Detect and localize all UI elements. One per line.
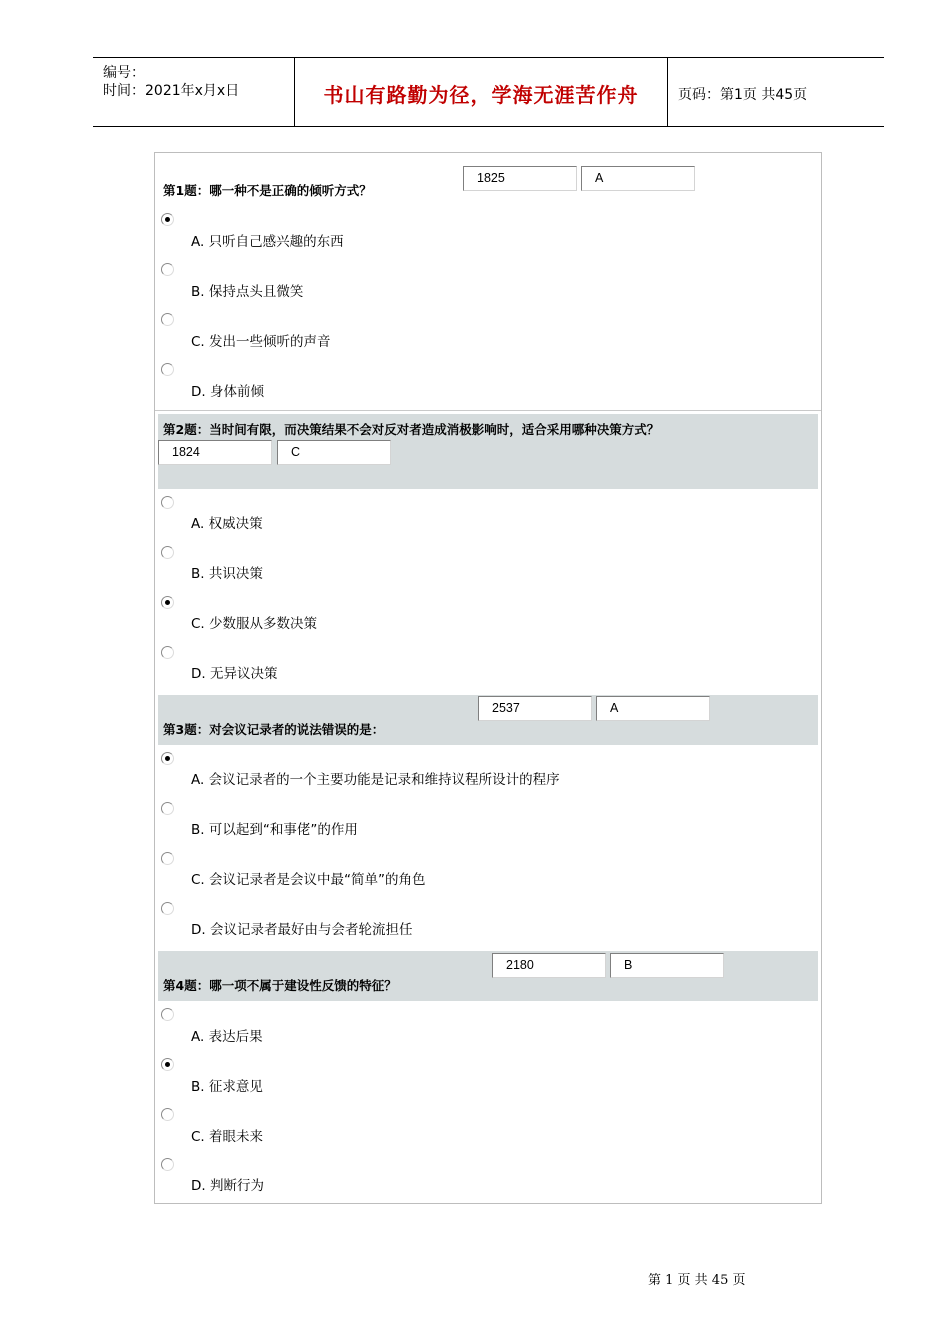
- header-page-cell: [668, 58, 884, 126]
- header-motto-cell: [295, 58, 668, 126]
- question-3-option-d-radio[interactable]: [161, 902, 174, 915]
- question-4-option-b: B. 征求意见: [191, 1079, 263, 1095]
- question-1-option-d-radio[interactable]: [161, 363, 174, 376]
- question-1-option-a: A. 只听自己感兴趣的东西: [191, 234, 344, 250]
- question-3-option-a-radio[interactable]: [161, 752, 174, 765]
- question-4-answer-field[interactable]: B: [610, 953, 724, 978]
- question-4-option-d-radio[interactable]: [161, 1158, 174, 1171]
- question-divider: [155, 410, 821, 411]
- page-footer: 第 1 页 共 45 页: [648, 1273, 746, 1288]
- question-1-option-a-radio[interactable]: [161, 213, 174, 226]
- question-1-answer-field[interactable]: A: [581, 166, 695, 191]
- question-2-code-field[interactable]: 1824: [158, 440, 272, 465]
- radio-selected-dot: [165, 756, 170, 761]
- document-number-label: 编号：: [103, 65, 145, 81]
- question-3-option-b: B. 可以起到“和事佬”的作用: [191, 822, 358, 838]
- question-2-option-d-radio[interactable]: [161, 646, 174, 659]
- question-4-option-b-radio[interactable]: [161, 1058, 174, 1071]
- question-4-option-a: A. 表达后果: [191, 1029, 263, 1045]
- question-1-code-field[interactable]: 1825: [463, 166, 577, 191]
- question-2-option-a-radio[interactable]: [161, 496, 174, 509]
- question-3-option-b-radio[interactable]: [161, 802, 174, 815]
- question-2-answer-field[interactable]: C: [277, 440, 391, 465]
- question-4-option-d: D. 判断行为: [191, 1178, 264, 1194]
- question-3-option-d: D. 会议记录者最好由与会者轮流担任: [191, 922, 413, 938]
- question-1-option-b: B. 保持点头且微笑: [191, 284, 304, 300]
- question-2-option-b-radio[interactable]: [161, 546, 174, 559]
- header-page-label: 页码：第1页 共45页: [678, 87, 808, 103]
- question-2-option-b: B. 共识决策: [191, 566, 263, 582]
- question-3-code-field[interactable]: 2537: [478, 696, 592, 721]
- question-2-title: 第2题：当时间有限，而决策结果不会对反对者造成消极影响时，适合采用哪种决策方式？: [163, 422, 660, 437]
- question-2-option-a: A. 权威决策: [191, 516, 263, 532]
- question-3-option-a: A. 会议记录者的一个主要功能是记录和维持议程所设计的程序: [191, 772, 560, 788]
- question-4-option-c-radio[interactable]: [161, 1108, 174, 1121]
- radio-selected-dot: [165, 600, 170, 605]
- question-1-option-b-radio[interactable]: [161, 263, 174, 276]
- header-motto: 书山有路勤为径，学海无涯苦作舟: [323, 83, 639, 107]
- question-4-code-field[interactable]: 2180: [492, 953, 606, 978]
- question-3-option-c-radio[interactable]: [161, 852, 174, 865]
- question-1-option-c: C. 发出一些倾听的声音: [191, 334, 331, 350]
- header-meta-cell: [93, 58, 295, 126]
- radio-selected-dot: [165, 1062, 170, 1067]
- question-4-title: 第4题：哪一项不属于建设性反馈的特征？: [163, 978, 397, 993]
- document-header: [93, 57, 884, 127]
- question-4-option-a-radio[interactable]: [161, 1008, 174, 1021]
- question-3-answer-field[interactable]: A: [596, 696, 710, 721]
- question-3-title: 第3题：对会议记录者的说法错误的是：: [163, 722, 385, 737]
- question-2-option-d: D. 无异议决策: [191, 666, 278, 682]
- document-time-label: 时间：2021年x月x日: [103, 83, 240, 99]
- question-1-option-d: D. 身体前倾: [191, 384, 264, 400]
- question-4-option-c: C. 着眼未来: [191, 1129, 264, 1145]
- question-1-option-c-radio[interactable]: [161, 313, 174, 326]
- question-2-option-c-radio[interactable]: [161, 596, 174, 609]
- question-2-option-c: C. 少数服从多数决策: [191, 616, 318, 632]
- radio-selected-dot: [165, 217, 170, 222]
- question-3-option-c: C. 会议记录者是会议中最“简单”的角色: [191, 872, 426, 888]
- question-1-title: 第1题：哪一种不是正确的倾听方式？: [163, 183, 372, 198]
